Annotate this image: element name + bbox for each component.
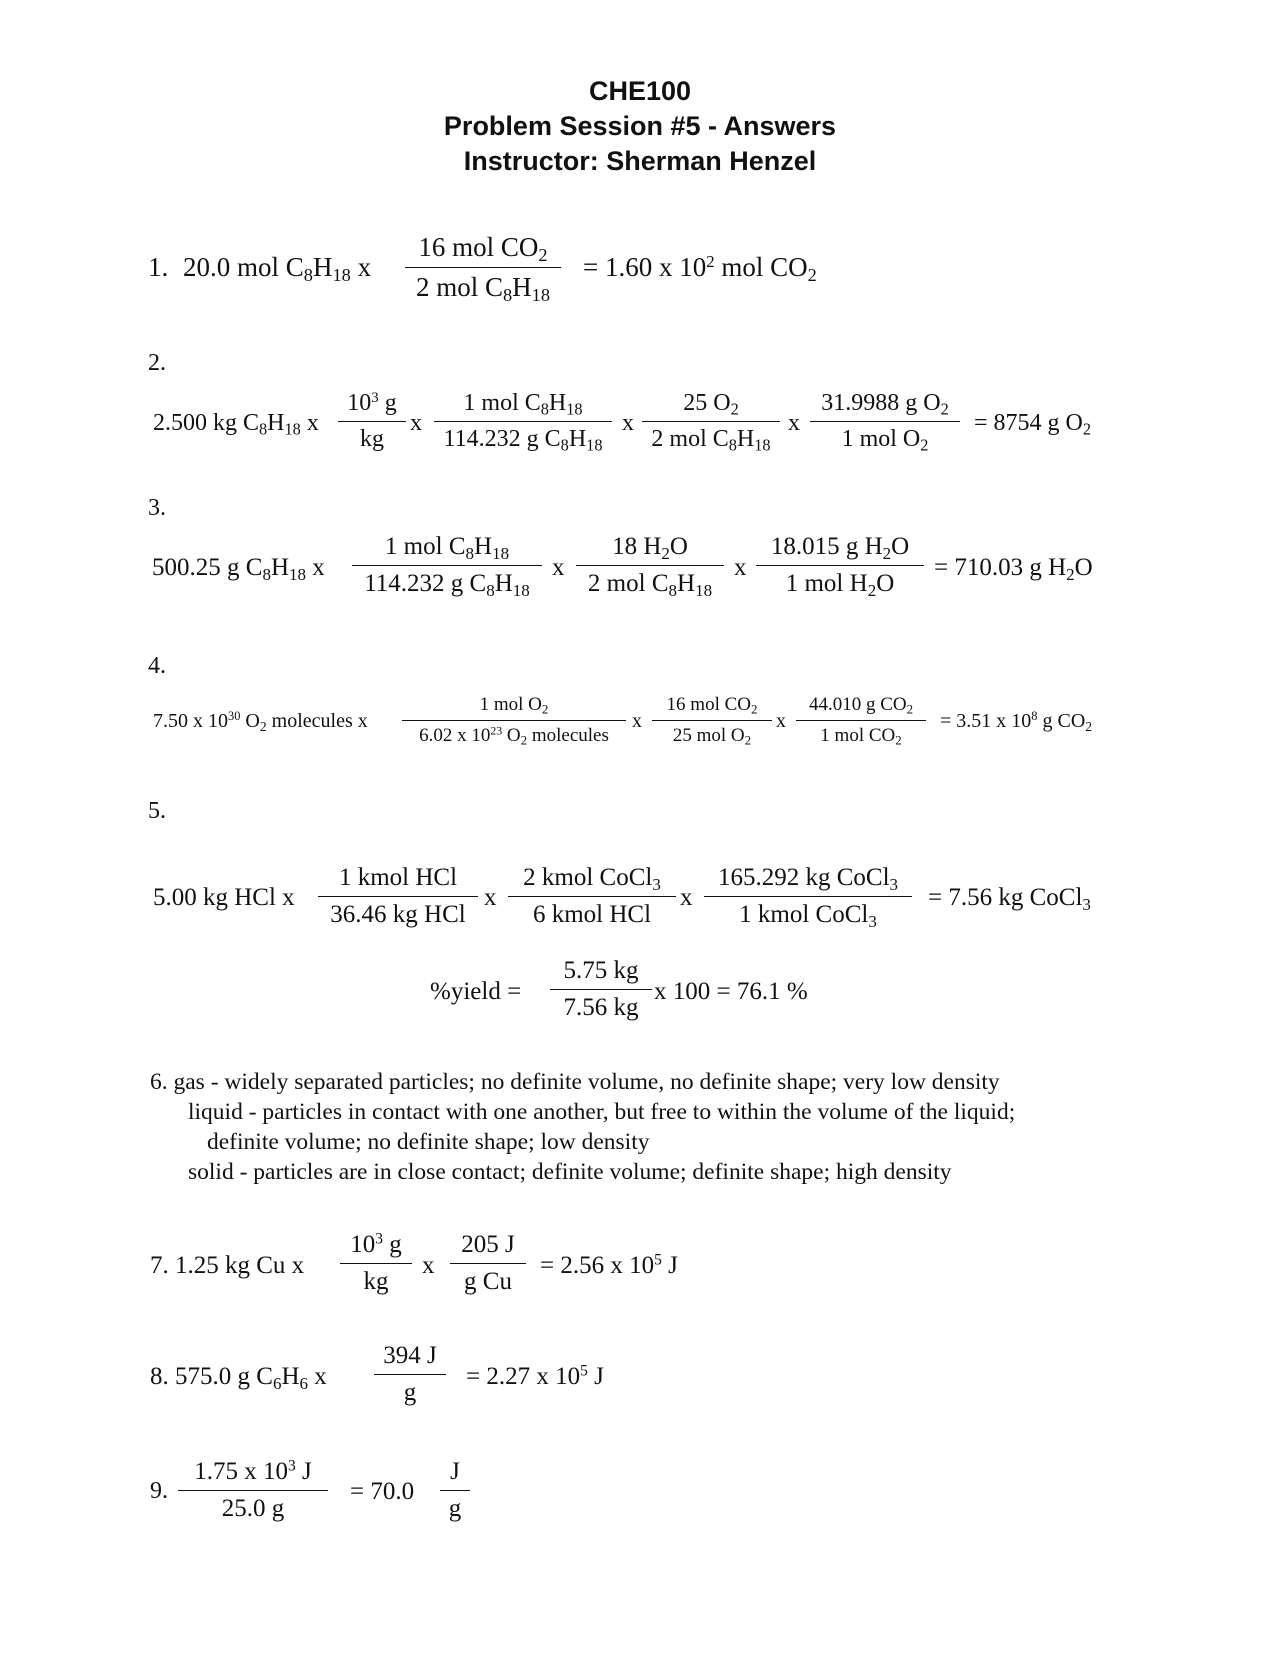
numerator: 1 kmol HCl: [318, 864, 478, 897]
times-sign: x: [788, 410, 800, 436]
yield-result: x 100 = 76.1 %: [654, 978, 808, 1005]
problem-number: 9.: [150, 1478, 168, 1504]
problem-result: = 3.51 x $10^8$ g $CO_2$: [940, 709, 1093, 734]
problem-result: = 8754 g $O_2$: [974, 410, 1092, 439]
numerator: 1 mol $C_8H_{18}$: [434, 390, 612, 422]
denominator: 2 mol $C_8H_{18}$: [587, 570, 713, 600]
problem-start: 8. 575.0 g $C_6H_6$ x: [150, 1363, 327, 1393]
denominator: 36.46 kg HCl: [330, 901, 466, 928]
numerator: 31.9988 g $O_2$: [810, 390, 960, 422]
denominator: 114.232 g $C_8H_{18}$: [443, 426, 603, 455]
conversion-factor: [642, 390, 780, 453]
conversion-factor: [434, 390, 612, 453]
conversion-factor: [756, 533, 924, 598]
denominator: 6 kmol HCl: [532, 901, 652, 928]
conversion-factor: [340, 1231, 412, 1296]
times-sign: x: [422, 1252, 435, 1279]
problem-result: = 2.56 x $10^5$ J: [540, 1251, 678, 1279]
yield-fraction: [550, 957, 652, 1022]
conversion-factor: [178, 1458, 328, 1523]
numerator: 5.75 kg: [550, 957, 652, 990]
problem-start: 5.00 kg HCl x: [153, 884, 295, 911]
problem-start: 500.25 g $C_8H_{18}$ x: [152, 554, 325, 584]
conversion-factor: [652, 694, 772, 747]
times-sign: x: [734, 554, 747, 581]
numerator: 394 J: [374, 1342, 446, 1375]
yield-label: %yield =: [430, 978, 522, 1005]
denominator: 1 mol $CO_2$: [820, 725, 902, 748]
conversion-factor: [318, 864, 478, 929]
numerator: 16 mol $CO_2$: [405, 232, 561, 268]
instructor-line: Instructor: Sherman Henzel: [463, 146, 817, 176]
denominator: 1 kmol CoCl$_3$: [739, 901, 877, 931]
numerator: J: [440, 1458, 470, 1491]
numerator: 1.75 x $10^3$ J: [178, 1458, 328, 1491]
times-sign: x: [680, 884, 693, 911]
problem-result: = 2.27 x $10^5$ J: [466, 1362, 604, 1390]
conversion-factor: [810, 390, 960, 453]
problem-result: = 710.03 g $H_2O$: [934, 554, 1093, 584]
text-line: 6. gas - widely separated particles; no definite volume, no definite shape; very low density: [150, 1069, 1000, 1095]
conversion-factor: [338, 390, 406, 453]
conversion-factor: [704, 864, 912, 929]
denominator: 2 mol $C_8H_{18}$: [651, 426, 771, 455]
numerator: 205 J: [450, 1231, 526, 1264]
times-sign: x: [552, 554, 565, 581]
conversion-factor: [405, 232, 561, 306]
course-code: CHE100: [588, 76, 692, 106]
denominator: 6.02 x $10^{23}$ $O_2$ molecules: [419, 724, 609, 748]
denominator: kg: [360, 426, 384, 452]
problem-start: 7.50 x $10^{30}$ $O_2$ molecules x: [153, 709, 368, 734]
unit-fraction: [440, 1458, 470, 1523]
problem-number: 5.: [148, 798, 166, 824]
problem-number: 4.: [148, 653, 166, 679]
denominator: 2 mol $C_8H_{18}$: [415, 272, 551, 306]
document-header: [0, 74, 1280, 179]
conversion-factor: [796, 694, 926, 747]
text-line: definite volume; no definite shape; low density: [207, 1129, 650, 1155]
times-sign: x: [410, 410, 422, 436]
denominator: g: [448, 1495, 462, 1522]
times-sign: x: [632, 710, 642, 732]
numerator: 18 $H_2O$: [576, 533, 724, 566]
numerator: 165.292 kg CoCl$_3$: [704, 864, 912, 897]
denominator: g Cu: [464, 1268, 512, 1295]
conversion-factor: [508, 864, 676, 929]
document-title: Problem Session #5 - Answers: [443, 111, 837, 141]
denominator: 25.0 g: [221, 1495, 285, 1522]
conversion-factor: [450, 1231, 526, 1296]
denominator: 1 mol $O_2$: [841, 426, 929, 455]
times-sign: x: [776, 710, 786, 732]
problem-start: 7. 1.25 kg Cu x: [150, 1252, 305, 1279]
conversion-factor: [352, 533, 542, 598]
problem-result: = 7.56 kg CoCl$_3$: [928, 884, 1091, 914]
numerator: $10^3$ g: [338, 390, 406, 422]
numerator: 1 mol $O_2$: [402, 694, 626, 721]
numerator: 18.015 g $H_2O$: [756, 533, 924, 566]
denominator: 114.232 g $C_8H_{18}$: [364, 570, 530, 600]
problem-result: = 1.60 x $10^2$ mol $CO_2$: [583, 251, 817, 286]
denominator: kg: [363, 1268, 389, 1295]
numerator: 2 kmol CoCl$_3$: [508, 864, 676, 897]
numerator: 16 mol $CO_2$: [652, 694, 772, 721]
problem-number: 3.: [148, 495, 166, 521]
problem-number: 2.: [148, 350, 166, 376]
numerator: 25 $O_2$: [642, 390, 780, 422]
denominator: g: [403, 1379, 417, 1406]
numerator: $10^3$ g: [340, 1231, 412, 1264]
text-line: solid - particles are in close contact; definite volume; definite shape; high density: [188, 1159, 952, 1185]
denominator: 7.56 kg: [563, 994, 639, 1021]
conversion-factor: [374, 1342, 446, 1407]
numerator: 1 mol $C_8H_{18}$: [352, 533, 542, 566]
numerator: 44.010 g $CO_2$: [796, 694, 926, 721]
conversion-factor: [402, 694, 626, 747]
problem-start: 20.0 mol $C_8H_{18}$ x: [183, 252, 372, 286]
problem-number: 1.: [148, 252, 169, 282]
times-sign: x: [484, 884, 497, 911]
denominator: 25 mol $O_2$: [672, 725, 752, 748]
denominator: 1 mol $H_2O$: [785, 570, 895, 600]
text-line: liquid - particles in contact with one another, but free to within the volume of the liquid;: [188, 1099, 1016, 1125]
problem-result: = 70.0: [350, 1478, 415, 1505]
problem-start: 2.500 kg $C_8H_{18}$ x: [153, 410, 319, 439]
conversion-factor: [576, 533, 724, 598]
times-sign: x: [622, 410, 634, 436]
